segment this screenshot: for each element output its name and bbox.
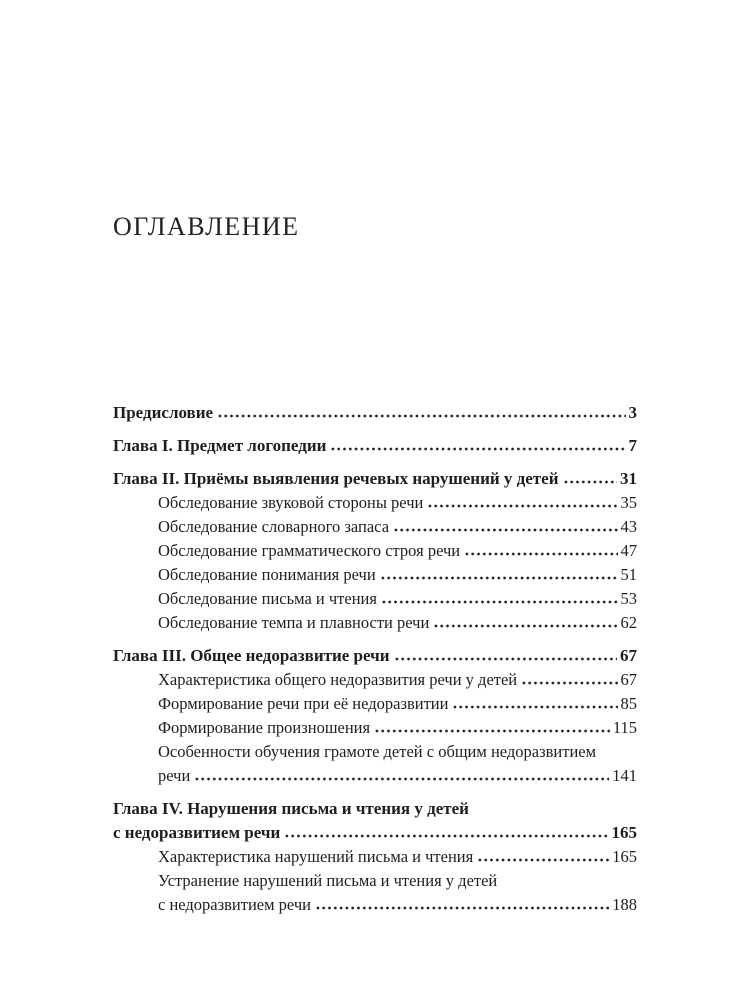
dot-leader [433, 624, 617, 628]
dot-leader [194, 777, 609, 781]
toc-entry [113, 644, 637, 668]
toc-entry-lastline [158, 893, 637, 917]
dot-leader [374, 729, 610, 733]
toc-entry [113, 611, 637, 635]
dot-leader [394, 657, 617, 661]
toc-entry-lastline [113, 467, 637, 491]
toc-entry [113, 539, 637, 563]
dot-leader [380, 576, 618, 580]
toc-entry-lines [158, 692, 637, 716]
toc-entry [113, 869, 637, 917]
toc-entry-title: Характеристика нарушений письма и чтения [158, 847, 474, 866]
toc-entry-lastline [158, 587, 637, 611]
toc-entry-lines [158, 587, 637, 611]
toc-entry-lastline [158, 692, 637, 716]
toc-entry-lines [113, 434, 637, 458]
toc-entry-page-number: 188 [612, 895, 637, 914]
toc-entry-title: речи [158, 766, 191, 785]
toc-entry-title: Характеристика общего недоразвития речи у детей [158, 670, 518, 689]
dot-leader [217, 414, 625, 418]
toc-entry-lines [113, 467, 637, 491]
toc-entry-page-number: 47 [620, 541, 637, 560]
toc-entry-lines [113, 401, 637, 425]
toc-entry-title: Формирование произношения [158, 718, 371, 737]
toc-entry-lastline [158, 716, 637, 740]
toc-entry [113, 716, 637, 740]
toc-entry-lines [158, 845, 637, 869]
toc-entry-lastline [158, 764, 637, 788]
toc-entry-page-number: 7 [628, 436, 637, 455]
toc-entry-title: Глава I. Предмет логопедии [113, 436, 327, 455]
toc-entry [113, 845, 637, 869]
toc-entry-title: Обследование письма и чтения [158, 589, 377, 608]
toc-entry-lastline [158, 845, 637, 869]
toc-entry-page-number: 43 [620, 517, 637, 536]
toc-entry-lastline [158, 668, 637, 692]
toc-entry [113, 434, 637, 458]
toc-entry-title: Глава II. Приёмы выявления речевых нарушений у детей [113, 469, 559, 488]
dot-leader [381, 600, 618, 604]
dot-leader [477, 858, 609, 862]
toc-entry-title: Обследование словарного запаса [158, 517, 390, 536]
toc-entry-page-number: 165 [611, 823, 637, 842]
dot-leader [452, 705, 617, 709]
toc-entry [113, 668, 637, 692]
toc-entry-line: Глава IV. Нарушения письма и чтения у детей [113, 799, 469, 818]
toc-entry-lastline [113, 401, 637, 425]
toc-entry-title: Обследование понимания речи [158, 565, 376, 584]
toc-entry-page-number: 141 [612, 766, 637, 785]
toc-entry-lines [113, 797, 637, 845]
toc-entry [113, 563, 637, 587]
toc-entry-lines [158, 563, 637, 587]
toc-entry-page-number: 53 [620, 589, 637, 608]
toc-entry-title: Обследование грамматического строя речи [158, 541, 461, 560]
toc-entry-lastline [113, 644, 637, 668]
toc-entry-page-number: 51 [620, 565, 637, 584]
toc-entry-title: Формирование речи при её недоразвитии [158, 694, 449, 713]
toc-entry-page-number: 35 [620, 493, 637, 512]
toc-entry-lines [158, 611, 637, 635]
toc-entry-lastline [113, 434, 637, 458]
toc-entry-line: Устранение нарушений письма и чтения у детей [158, 871, 498, 890]
toc-entry-page-number: 31 [620, 469, 637, 488]
toc-entry-page-number: 85 [620, 694, 637, 713]
toc-entry-lastline [158, 563, 637, 587]
toc-entry [113, 467, 637, 491]
toc-entry-lastline [158, 491, 637, 515]
page-title: ОГЛАВЛЕНИЕ [113, 212, 300, 241]
toc-entry-page-number: 165 [612, 847, 637, 866]
toc-entry-title: с недоразвитием речи [158, 895, 311, 914]
dot-leader [563, 480, 617, 484]
toc-entry-title: Обследование звуковой стороны речи [158, 493, 424, 512]
dot-leader [330, 447, 625, 451]
toc-entry-line: Особенности обучения грамоте детей с общим недоразвитием [158, 742, 597, 761]
toc-entry-lines [113, 644, 637, 668]
toc-entry [113, 692, 637, 716]
toc-entry [113, 740, 637, 788]
toc-entry-lines [158, 491, 637, 515]
dot-leader [315, 906, 609, 910]
toc-entry [113, 797, 637, 845]
dot-leader [464, 552, 617, 556]
toc-entry-lastline [158, 515, 637, 539]
toc-entry-title: Предисловие [113, 403, 214, 422]
toc-entry-page-number: 3 [628, 403, 637, 422]
toc-entry-title: Обследование темпа и плавности речи [158, 613, 430, 632]
toc-entry-lines [158, 716, 637, 740]
toc-entry-lastline [158, 611, 637, 635]
toc-entry-lines [158, 869, 637, 917]
toc-entry-lines [158, 539, 637, 563]
toc-entry [113, 515, 637, 539]
dot-leader [284, 834, 608, 838]
toc-entry-title: с недоразвитием речи [113, 823, 281, 842]
toc-entry-lines [158, 515, 637, 539]
toc-entry-page-number: 115 [612, 718, 637, 737]
dot-leader [427, 504, 617, 508]
toc-entry [113, 401, 637, 425]
toc-entry-title: Глава III. Общее недоразвитие речи [113, 646, 390, 665]
toc-list [113, 392, 637, 917]
toc-entry-page-number: 67 [620, 670, 637, 689]
toc-entry-lines [158, 668, 637, 692]
toc-entry-page-number: 62 [620, 613, 637, 632]
dot-leader [393, 528, 617, 532]
toc-entry-page-number: 67 [620, 646, 637, 665]
toc-entry-lastline [113, 821, 637, 845]
toc-entry [113, 587, 637, 611]
toc-entry [113, 491, 637, 515]
toc-entry-lastline [158, 539, 637, 563]
dot-leader [521, 681, 617, 685]
toc-entry-lines [158, 740, 637, 788]
